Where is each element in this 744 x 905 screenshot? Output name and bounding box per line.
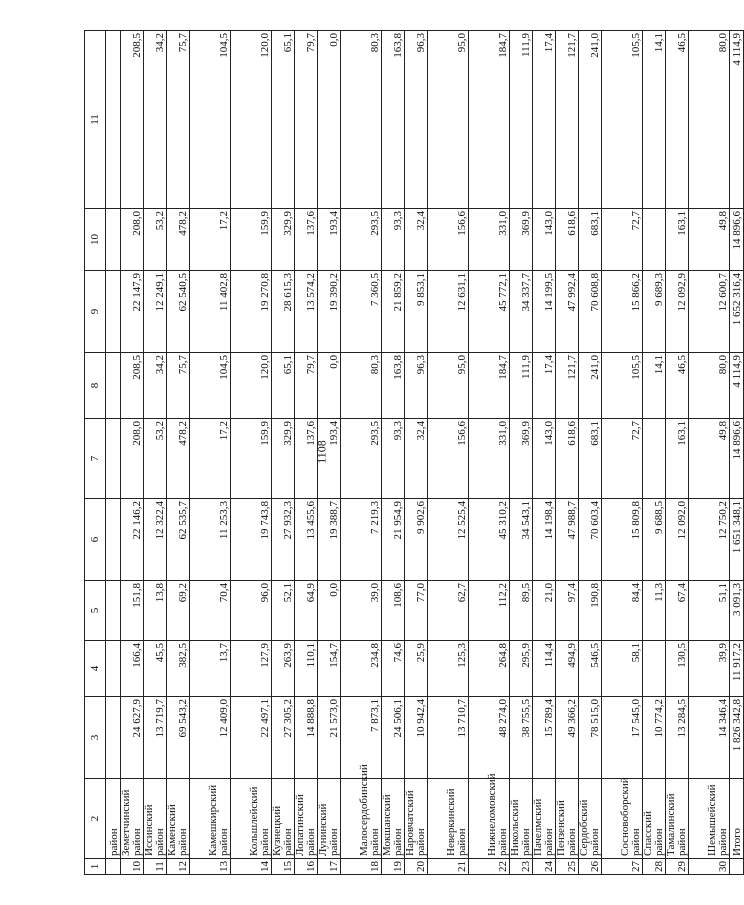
value-cell: 369,9 — [510, 419, 533, 499]
column-header: 5 — [85, 581, 106, 641]
value-cell — [643, 641, 666, 697]
value-cell: 163,1 — [666, 419, 689, 499]
column-header: 9 — [85, 271, 106, 353]
value-cell: 17,4 — [533, 353, 556, 419]
table-row — [556, 31, 579, 875]
row-number-cell: 11 — [144, 859, 167, 875]
value-cell: 12 249,1 — [144, 271, 167, 353]
row-number-cell: 12 — [167, 859, 190, 875]
value-cell: 93,3 — [382, 419, 405, 499]
row-number-cell: 15 — [272, 859, 295, 875]
value-cell: 618,6 — [556, 419, 579, 499]
value-cell: 14 896,6 — [730, 419, 744, 499]
value-cell: 137,6 — [295, 419, 318, 499]
value-cell: 7 873,1 — [341, 697, 382, 779]
value-cell: 15 809,8 — [602, 499, 643, 581]
district-name-cell: Пензенский район — [556, 779, 579, 859]
district-name-cell: Мокшанский район — [382, 779, 405, 859]
value-cell: 51,1 — [689, 581, 730, 641]
value-cell: 156,6 — [428, 419, 469, 499]
value-cell: 89,5 — [510, 581, 533, 641]
value-cell: 80,0 — [689, 353, 730, 419]
value-cell: 80,0 — [689, 31, 730, 209]
district-name-cell: Нижнеломовский район — [469, 779, 510, 859]
value-cell: 163,8 — [382, 353, 405, 419]
value-cell: 130,5 — [666, 641, 689, 697]
value-cell — [106, 641, 121, 697]
value-cell: 10 942,4 — [405, 697, 428, 779]
value-cell: 382,5 — [167, 641, 190, 697]
value-cell: 112,2 — [469, 581, 510, 641]
value-cell: 3 091,3 — [730, 581, 744, 641]
value-cell: 14 199,5 — [533, 271, 556, 353]
value-cell: 9 902,6 — [405, 499, 428, 581]
value-cell — [643, 419, 666, 499]
value-cell: 65,1 — [272, 31, 295, 209]
value-cell: 11 253,3 — [190, 499, 231, 581]
value-cell: 28 615,3 — [272, 271, 295, 353]
value-cell: 12 092,9 — [666, 271, 689, 353]
value-cell: 95,0 — [428, 31, 469, 209]
district-name-cell: район — [106, 779, 121, 859]
table-row — [730, 31, 744, 875]
value-cell: 1 826 342,8 — [730, 697, 744, 779]
value-cell: 47 992,4 — [556, 271, 579, 353]
value-cell: 151,8 — [121, 581, 144, 641]
table-row — [231, 31, 272, 875]
value-cell: 12 525,4 — [428, 499, 469, 581]
value-cell: 104,5 — [190, 31, 231, 209]
district-name-cell: Камешкирский район — [190, 779, 231, 859]
table-row — [121, 31, 144, 875]
value-cell: 69,2 — [167, 581, 190, 641]
value-cell: 21,0 — [533, 581, 556, 641]
value-cell: 108,6 — [382, 581, 405, 641]
value-cell: 22 146,2 — [121, 499, 144, 581]
value-cell: 45,5 — [144, 641, 167, 697]
value-cell: 14 198,4 — [533, 499, 556, 581]
table-row — [272, 31, 295, 875]
value-cell: 208,5 — [121, 31, 144, 209]
header-row — [85, 31, 106, 875]
value-cell: 34 337,7 — [510, 271, 533, 353]
value-cell: 62 535,7 — [167, 499, 190, 581]
row-number-cell: 22 — [469, 859, 510, 875]
value-cell: 14,1 — [643, 31, 666, 209]
value-cell — [643, 209, 666, 271]
value-cell: 0,0 — [318, 31, 341, 209]
value-cell: 120,0 — [231, 353, 272, 419]
value-cell: 0,0 — [318, 353, 341, 419]
table-row — [666, 31, 689, 875]
value-cell: 19 743,8 — [231, 499, 272, 581]
value-cell: 34 543,1 — [510, 499, 533, 581]
value-cell: 9 688,5 — [643, 499, 666, 581]
column-header: 7 — [85, 419, 106, 499]
value-cell: 12 600,7 — [689, 271, 730, 353]
value-cell: 329,9 — [272, 419, 295, 499]
district-name-cell: Каменский район — [167, 779, 190, 859]
district-name-cell: Итого — [730, 779, 744, 859]
value-cell: 49,8 — [689, 209, 730, 271]
value-cell: 208,0 — [121, 419, 144, 499]
column-header: 2 — [85, 779, 106, 859]
value-cell: 80,3 — [341, 31, 382, 209]
value-cell: 331,0 — [469, 209, 510, 271]
value-cell: 24 627,9 — [121, 697, 144, 779]
row-number-cell: 14 — [231, 859, 272, 875]
value-cell: 618,6 — [556, 209, 579, 271]
value-cell: 478,2 — [167, 209, 190, 271]
value-cell: 683,1 — [579, 209, 602, 271]
value-cell: 15 789,4 — [533, 697, 556, 779]
value-cell: 14 888,8 — [295, 697, 318, 779]
value-cell: 72,7 — [602, 419, 643, 499]
value-cell: 263,9 — [272, 641, 295, 697]
value-cell: 184,7 — [469, 31, 510, 209]
column-header: 4 — [85, 641, 106, 697]
value-cell: 12 092,0 — [666, 499, 689, 581]
table-row — [190, 31, 231, 875]
value-cell: 137,6 — [295, 209, 318, 271]
district-name-cell: Иссинский район — [144, 779, 167, 859]
value-cell: 62,7 — [428, 581, 469, 641]
value-cell: 80,3 — [341, 353, 382, 419]
value-cell: 104,5 — [190, 353, 231, 419]
value-cell: 7 219,3 — [341, 499, 382, 581]
value-cell: 47 988,7 — [556, 499, 579, 581]
value-cell: 38 755,5 — [510, 697, 533, 779]
table-body — [106, 31, 744, 875]
column-header: 1 — [85, 859, 106, 875]
value-cell: 21 954,9 — [382, 499, 405, 581]
value-cell: 79,7 — [295, 31, 318, 209]
value-cell: 143,0 — [533, 209, 556, 271]
column-header: 3 — [85, 697, 106, 779]
value-cell: 84,4 — [602, 581, 643, 641]
value-cell: 53,2 — [144, 209, 167, 271]
district-name-cell: Лунинский район — [318, 779, 341, 859]
table-row — [106, 31, 121, 875]
value-cell: 70,4 — [190, 581, 231, 641]
district-name-cell: Лопатинский район — [295, 779, 318, 859]
value-cell: 17,2 — [190, 419, 231, 499]
value-cell: 11,3 — [643, 581, 666, 641]
value-cell: 74,6 — [382, 641, 405, 697]
table-row — [382, 31, 405, 875]
value-cell: 156,6 — [428, 209, 469, 271]
value-cell: 46,5 — [666, 31, 689, 209]
value-cell: 19 390,2 — [318, 271, 341, 353]
district-name-cell: Сердобский район — [579, 779, 602, 859]
table-row — [295, 31, 318, 875]
value-cell: 546,5 — [579, 641, 602, 697]
value-cell: 14,1 — [643, 353, 666, 419]
value-cell: 45 310,2 — [469, 499, 510, 581]
value-cell: 478,2 — [167, 419, 190, 499]
table-row — [643, 31, 666, 875]
value-cell: 193,4 — [318, 209, 341, 271]
value-cell: 24 506,1 — [382, 697, 405, 779]
row-number-cell: 23 — [510, 859, 533, 875]
value-cell: 12 631,1 — [428, 271, 469, 353]
table-row — [428, 31, 469, 875]
value-cell — [106, 419, 121, 499]
row-number-cell — [106, 859, 121, 875]
value-cell: 49 366,2 — [556, 697, 579, 779]
value-cell: 234,8 — [341, 641, 382, 697]
value-cell: 22 497,1 — [231, 697, 272, 779]
value-cell: 264,8 — [469, 641, 510, 697]
value-cell: 53,2 — [144, 419, 167, 499]
value-cell: 25,9 — [405, 641, 428, 697]
value-cell: 75,7 — [167, 353, 190, 419]
district-name-cell: Кузнецкий район — [272, 779, 295, 859]
row-number-cell — [730, 859, 744, 875]
value-cell: 143,0 — [533, 419, 556, 499]
value-cell: 1 652 316,4 — [730, 271, 744, 353]
value-cell: 34,2 — [144, 353, 167, 419]
value-cell — [106, 209, 121, 271]
value-cell: 12 409,0 — [190, 697, 231, 779]
value-cell: 27 305,2 — [272, 697, 295, 779]
value-cell: 9 853,1 — [405, 271, 428, 353]
value-cell: 58,1 — [602, 641, 643, 697]
value-cell: 13 284,5 — [666, 697, 689, 779]
district-name-cell: Пачелмский район — [533, 779, 556, 859]
row-number-cell: 18 — [341, 859, 382, 875]
row-number-cell: 27 — [602, 859, 643, 875]
district-name-cell: Земетчинский район — [121, 779, 144, 859]
value-cell: 52,1 — [272, 581, 295, 641]
value-cell: 93,3 — [382, 209, 405, 271]
row-number-cell: 25 — [556, 859, 579, 875]
value-cell: 0,0 — [318, 581, 341, 641]
row-number-cell: 17 — [318, 859, 341, 875]
value-cell: 17,4 — [533, 31, 556, 209]
value-cell: 105,5 — [602, 31, 643, 209]
value-cell: 34,2 — [144, 31, 167, 209]
row-number-cell: 19 — [382, 859, 405, 875]
row-number-cell: 30 — [689, 859, 730, 875]
value-cell: 12 750,2 — [689, 499, 730, 581]
row-number-cell: 16 — [295, 859, 318, 875]
value-cell: 159,9 — [231, 209, 272, 271]
table-row — [318, 31, 341, 875]
value-cell: 114,4 — [533, 641, 556, 697]
value-cell: 96,3 — [405, 353, 428, 419]
value-cell: 67,4 — [666, 581, 689, 641]
value-cell: 241,0 — [579, 31, 602, 209]
value-cell: 78 515,0 — [579, 697, 602, 779]
value-cell: 293,5 — [341, 209, 382, 271]
value-cell: 13 710,7 — [428, 697, 469, 779]
column-header: 10 — [85, 209, 106, 271]
value-cell: 683,1 — [579, 419, 602, 499]
value-cell: 32,4 — [405, 209, 428, 271]
table-row — [405, 31, 428, 875]
value-cell: 72,7 — [602, 209, 643, 271]
value-cell: 13 719,7 — [144, 697, 167, 779]
column-header: 6 — [85, 499, 106, 581]
value-cell: 11 917,2 — [730, 641, 744, 697]
value-cell: 11 402,8 — [190, 271, 231, 353]
table-row — [469, 31, 510, 875]
district-name-cell: Никольский район — [510, 779, 533, 859]
value-cell: 48 274,0 — [469, 697, 510, 779]
value-cell: 14 896,6 — [730, 209, 744, 271]
value-cell: 46,5 — [666, 353, 689, 419]
district-name-cell: Малосердобинский район — [341, 779, 382, 859]
value-cell — [106, 499, 121, 581]
table-row — [167, 31, 190, 875]
value-cell: 17 545,0 — [602, 697, 643, 779]
value-cell: 13,8 — [144, 581, 167, 641]
value-cell: 62 540,5 — [167, 271, 190, 353]
value-cell: 70 608,8 — [579, 271, 602, 353]
value-cell: 13,7 — [190, 641, 231, 697]
row-number-cell: 28 — [643, 859, 666, 875]
value-cell: 14 346,4 — [689, 697, 730, 779]
value-cell: 295,9 — [510, 641, 533, 697]
value-cell: 208,0 — [121, 209, 144, 271]
value-cell: 17,2 — [190, 209, 231, 271]
value-cell: 21 859,2 — [382, 271, 405, 353]
value-cell: 105,5 — [602, 353, 643, 419]
value-cell: 184,7 — [469, 353, 510, 419]
value-cell: 121,7 — [556, 353, 579, 419]
value-cell: 19 388,7 — [318, 499, 341, 581]
value-cell: 39,0 — [341, 581, 382, 641]
value-cell: 65,1 — [272, 353, 295, 419]
value-cell: 120,0 — [231, 31, 272, 209]
value-cell: 77,0 — [405, 581, 428, 641]
column-header: 8 — [85, 353, 106, 419]
value-cell: 45 772,1 — [469, 271, 510, 353]
column-header: 11 — [85, 31, 106, 209]
table-row — [579, 31, 602, 875]
value-cell — [106, 271, 121, 353]
value-cell: 125,3 — [428, 641, 469, 697]
rotated-table-container — [84, 31, 743, 875]
value-cell: 75,7 — [167, 31, 190, 209]
district-name-cell: Сосновоборский район — [602, 779, 643, 859]
value-cell: 4 114,9 — [730, 31, 744, 209]
row-number-cell: 24 — [533, 859, 556, 875]
value-cell: 331,0 — [469, 419, 510, 499]
value-cell: 110,1 — [295, 641, 318, 697]
row-number-cell: 26 — [579, 859, 602, 875]
value-cell: 27 932,3 — [272, 499, 295, 581]
value-cell: 293,5 — [341, 419, 382, 499]
value-cell: 32,4 — [405, 419, 428, 499]
row-number-cell: 29 — [666, 859, 689, 875]
value-cell: 22 147,9 — [121, 271, 144, 353]
value-cell: 193,4 — [318, 419, 341, 499]
value-cell: 95,0 — [428, 353, 469, 419]
value-cell: 10 774,2 — [643, 697, 666, 779]
value-cell: 208,5 — [121, 353, 144, 419]
value-cell: 79,7 — [295, 353, 318, 419]
district-name-cell: Наровчатский район — [405, 779, 428, 859]
value-cell: 127,9 — [231, 641, 272, 697]
table-row — [144, 31, 167, 875]
value-cell: 154,7 — [318, 641, 341, 697]
value-cell: 13 574,2 — [295, 271, 318, 353]
value-cell: 163,1 — [666, 209, 689, 271]
value-cell — [106, 31, 121, 209]
value-cell: 121,7 — [556, 31, 579, 209]
value-cell: 97,4 — [556, 581, 579, 641]
value-cell: 70 603,4 — [579, 499, 602, 581]
value-cell: 9 689,3 — [643, 271, 666, 353]
value-cell — [106, 353, 121, 419]
row-number-cell: 10 — [121, 859, 144, 875]
value-cell: 190,8 — [579, 581, 602, 641]
value-cell: 329,9 — [272, 209, 295, 271]
value-cell: 369,9 — [510, 209, 533, 271]
table-row — [510, 31, 533, 875]
value-cell: 49,8 — [689, 419, 730, 499]
value-cell: 96,0 — [231, 581, 272, 641]
value-cell: 96,3 — [405, 31, 428, 209]
value-cell: 1 651 348,1 — [730, 499, 744, 581]
row-number-cell: 20 — [405, 859, 428, 875]
value-cell: 69 543,2 — [167, 697, 190, 779]
value-cell: 111,9 — [510, 353, 533, 419]
district-name-cell: Кольшлейский район — [231, 779, 272, 859]
value-cell: 241,0 — [579, 353, 602, 419]
table-row — [341, 31, 382, 875]
value-cell: 4 114,9 — [730, 353, 744, 419]
value-cell: 19 270,8 — [231, 271, 272, 353]
data-table — [84, 30, 744, 875]
row-number-cell: 21 — [428, 859, 469, 875]
value-cell: 159,9 — [231, 419, 272, 499]
value-cell: 12 322,4 — [144, 499, 167, 581]
district-name-cell: Шемышейский район — [689, 779, 730, 859]
district-name-cell: Тамалинский район — [666, 779, 689, 859]
value-cell: 13 455,6 — [295, 499, 318, 581]
district-name-cell: Неверкинский район — [428, 779, 469, 859]
table-row — [602, 31, 643, 875]
value-cell: 21 573,0 — [318, 697, 341, 779]
page-number: 1108 — [314, 440, 329, 464]
value-cell: 15 866,2 — [602, 271, 643, 353]
table-row — [533, 31, 556, 875]
value-cell: 163,8 — [382, 31, 405, 209]
table-row — [689, 31, 730, 875]
value-cell: 166,4 — [121, 641, 144, 697]
value-cell — [106, 697, 121, 779]
row-number-cell: 13 — [190, 859, 231, 875]
district-name-cell: Спасский район — [643, 779, 666, 859]
value-cell — [106, 581, 121, 641]
value-cell: 64,9 — [295, 581, 318, 641]
value-cell: 7 360,5 — [341, 271, 382, 353]
value-cell: 39,9 — [689, 641, 730, 697]
value-cell: 494,9 — [556, 641, 579, 697]
value-cell: 111,9 — [510, 31, 533, 209]
